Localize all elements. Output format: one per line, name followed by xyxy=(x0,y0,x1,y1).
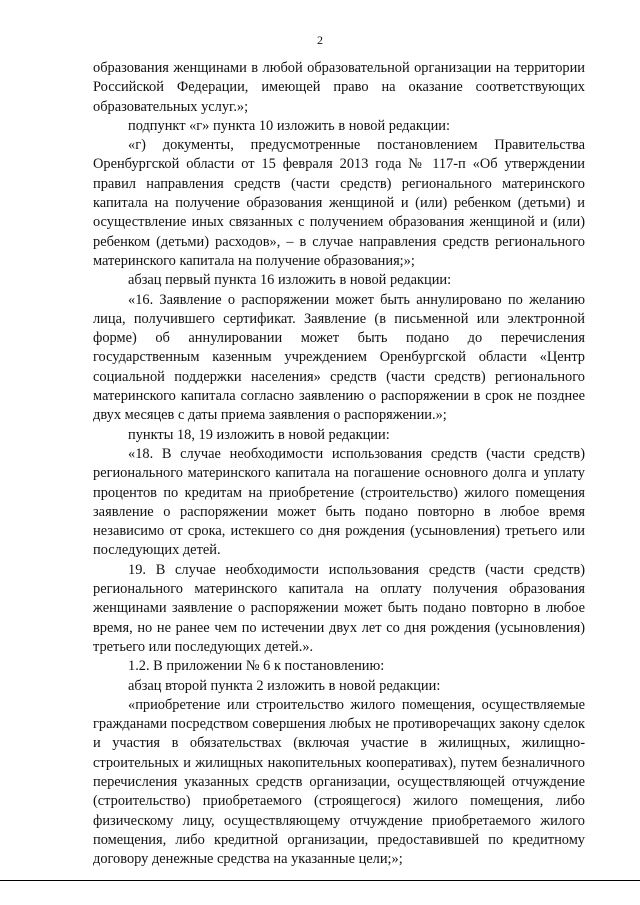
paragraph: «16. Заявление о распоряжении может быть аннулировано по желанию лица, получившего сертификат. Заявление (в письменной или электронной форме) об аннулировании может быть подано до перечисления государственным казенным учреждением Оренбургской области «Центр социальной поддержки населения» средств (части средств) регионального материнского капитала согласно заявлению о распоряжении в срок не позднее двух месяцев с даты приема заявления о распоряжении.»; xyxy=(93,291,585,424)
paragraph: абзац первый пункта 16 изложить в новой редакции: xyxy=(128,272,452,289)
paragraph: подпункт «г» пункта 10 изложить в новой редакции: xyxy=(128,117,450,134)
paragraph: «г) документы, предусмотренные постановлением Правительства Оренбургской области от 15 февраля 2013 года № 117-п «Об утверждении правил направления средств (части средств) регионального материнского капитала на получение образования женщиной и (или) ребенком (детьми) и осуществление иных связанных с получением образования женщиной и (или) ребенком (детьми) расходов», – в случае направления средств регионального материнского капитала на получение образования;»; xyxy=(93,137,585,269)
page-number: 2 xyxy=(317,33,323,47)
paragraph: пункты 18, 19 изложить в новой редакции: xyxy=(128,426,390,443)
paragraph: абзац второй пункта 2 изложить в новой редакции: xyxy=(128,677,441,694)
paragraph: 1.2. В приложении № 6 к постановлению: xyxy=(128,658,385,675)
paragraph: «18. В случае необходимости использования средств (части средств) регионального материнского капитала на погашение основного долга и уплату процентов по кредитам на приобретение (строительство) жилого помещения заявление о распоряжении может быть подано повторно в любое время независимо от срока, истекшего со дня рождения (усыновления) третьего или последующих детей. xyxy=(93,445,585,559)
paragraph: 19. В случае необходимости использования средств (части средств) регионального материнского капитала на оплату получения образования женщинами заявление о распоряжении может быть подано повторно в любое время, но не ранее чем по истечении двух лет со дня рождения (усыновления) третьего или последующих детей.». xyxy=(93,561,585,655)
paragraph: «приобретение или строительство жилого помещения, осуществляемые гражданами посредством совершения любых не противоречащих закону сделок и участия в обязательствах (включая участие в жилищных, жилищно-строительных и жилищных накопительных кооперативах), путем безналичного перечисления указанных средств организации, осуществляющей отчуждение (строительство) приобретаемого (строящегося) жилого помещения, либо физическому лицу, осуществляющему отчуждение приобретаемого жилого помещения, либо кредитной организации, предоставившей по кредитному договору денежные средства на указанные цели;»; xyxy=(93,696,585,868)
paragraph: образования женщинами в любой образовательной организации на территории Российской Федерации, имеющей право на оказание соответствующих образовательных услуг.»; xyxy=(93,60,585,115)
scan-edge-line xyxy=(0,880,640,881)
document-body xyxy=(93,59,585,869)
